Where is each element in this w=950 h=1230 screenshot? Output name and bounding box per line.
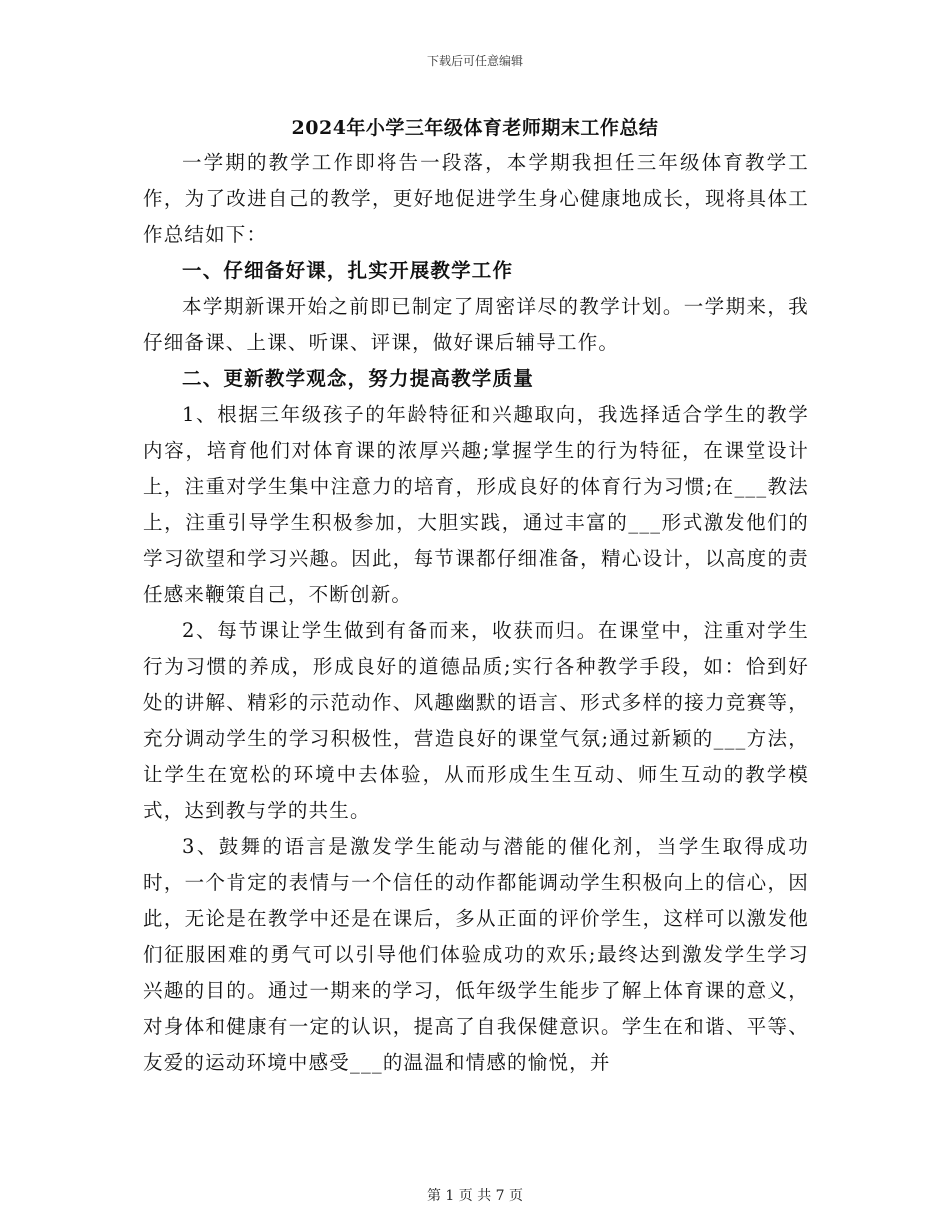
- intro-paragraph: 一学期的教学工作即将告一段落，本学期我担任三年级体育教学工作，为了改进自己的教学，更好地促进学生身心健康地成长，现将具体工作总结如下：: [143, 151, 809, 246]
- document-body: [143, 145, 809, 1081]
- section-2-paragraph-2: 2、每节课让学生做到有备而来，收获而归。在课堂中，注重对学生行为习惯的养成，形成良好的道德品质;实行各种教学手段，如：恰到好处的讲解、精彩的示范动作、风趣幽默的语言、形式多样的接力竞赛等，充分调动学生的学习积极性，营造良好的课堂气氛;通过新颖的___方法，让学生在宽松的环境中去体验，从而形成生生互动、师生互动的教学模式，达到教与学的共生。: [143, 619, 809, 822]
- page-footer: 第 1 页 共 7 页: [426, 1188, 524, 1204]
- section-heading-1: 一、仔细备好课，扎实开展教学工作: [182, 259, 514, 282]
- page-header: 下载后可任意编辑: [426, 54, 523, 68]
- section-1-paragraph: 本学期新课开始之前即已制定了周密详尽的教学计划。一学期来，我仔细备课、上课、听课、评课，做好课后辅导工作。: [143, 295, 809, 354]
- section-heading-2: 二、更新教学观念，努力提高教学质量: [182, 367, 534, 390]
- section-2-paragraph-1: 1、根据三年级孩子的年龄特征和兴趣取向，我选择适合学生的教学内容，培育他们对体育课的浓厚兴趣;掌握学生的行为特征，在课堂设计上，注重对学生集中注意力的培育，形成良好的体育行为习惯;在___教法上，注重引导学生积极参加，大胆实践，通过丰富的___形式激发他们的学习欲望和学习兴趣。因此，每节课都仔细准备，精心设计，以高度的责任感来鞭策自己，不断创新。: [143, 403, 809, 606]
- document-title: 2024年小学三年级体育老师期末工作总结: [291, 117, 659, 139]
- section-2-paragraph-3: 3、鼓舞的语言是激发学生能动与潜能的催化剂，当学生取得成功时，一个肯定的表情与一个信任的动作都能调动学生积极向上的信心，因此，无论是在教学中还是在课后，多从正面的评价学生，这样可以激发他们征服困难的勇气可以引导他们体验成功的欢乐;最终达到激发学生学习兴趣的目的。通过一期来的学习，低年级学生能步了解上体育课的意义，对身体和健康有一定的认识，提高了自我保健意识。学生在和谐、平等、友爱的运动环境中感受___的温温和情感的愉悦，并: [143, 835, 809, 1074]
